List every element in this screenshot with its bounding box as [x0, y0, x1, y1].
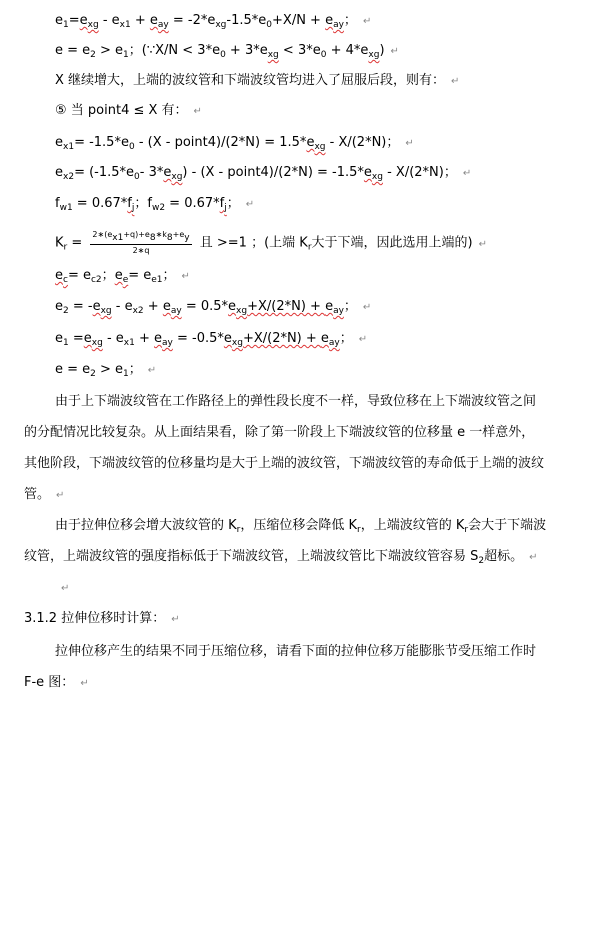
section-heading: 3.1.2 拉伸位移时计算： ↵	[24, 611, 180, 626]
formula-line-11: $e_1 =e_{xg} - e_{x1} + e_{ay} = -0.5*e_{xg}+X/(2*N) + e_{ay}$； ↵	[55, 331, 368, 348]
fraction: $\frac{2∗(e_{x1}+q)+e_8∗k_8+e_y}{2∗q}$	[92, 230, 190, 255]
paragraph-mark: ↵	[362, 16, 372, 27]
para3-line-1: 拉伸位移产生的结果不同于压缩位移，请看下面的拉伸位移万能膨胀节受压缩工作时	[55, 644, 537, 659]
para2-line-1: 由于拉伸位移会增大波纹管的 $K_r$，压缩位移会降低 $K_r$，上端波纹管的 $K_r$会大于下端波	[55, 518, 547, 535]
formula-line-8: $K_r$ = $\frac{2∗(e_{x1}+q)+e_8∗k_8+e_y}{2∗q}$ 且 >=1 ；(上端 $K_r$大于下端，因此选用上端的) ↵	[55, 230, 487, 255]
empty-line: ↵	[61, 583, 70, 594]
formula-line-12: $e = e_2 > e_1$； ↵	[55, 362, 157, 379]
para1-line-4: 管。 ↵	[24, 487, 65, 502]
text-line-3: X 继续增大，上端的波纹管和下端波纹管均进入了屈服后段，则有： ↵	[55, 73, 460, 88]
formula-line-6: $e_{x2}= (-1.5*e_0-$ $3*e_{xg}) - (X$ - point4)/(2*N) = $-1.5*e_{xg} - X/(2*N)$； ↵	[55, 165, 472, 182]
para3-line-2: F-e 图： ↵	[24, 675, 89, 690]
formula-line-5: $e_{x1}= -1.5*e_0 - (X$ - point4)/(2*N) = $1.5*e_{xg} - X/(2*N)$； ↵	[55, 135, 414, 152]
formula-line-2: $e = e_2 > e_1$；(∵X/N < $3*e_0 + 3*e_{xg} < 3*e_0 + 4*e_{xg}$) ↵	[55, 43, 399, 60]
para1-line-1: 由于上下端波纹管在工作路径上的弹性段长度不一样，导致位移在上下端波纹管之间	[55, 394, 537, 409]
formula-line-9: $e_c= e_{c2}$；$e_e= e_{e1}$； ↵	[55, 268, 190, 285]
formula-line-7: $f_{w1} = 0.67*f_j$；$f_{w2} = 0.67*f_j$； ↵	[55, 196, 255, 213]
para2-line-2: 纹管，上端波纹管的强度指标低于下端波纹管，上端波纹管比下端波纹管容易 $S_2$超标。 ↵	[24, 549, 538, 566]
formula-line-1: $e_1=e_{xg} - e_{x1} + e_{ay} = -2*e_{xg}-1.5*e_0+X/N + e_{ay}$； ↵	[55, 13, 372, 30]
case-heading-5: ⑤ 当 point4 ≤ X 有： ↵	[55, 103, 202, 118]
para1-line-3: 其他阶段，下端波纹管的位移量均是大于上端的波纹管，下端波纹管的寿命低于上端的波纹	[24, 456, 545, 471]
formula-line-10: $e_2 = -e_{xg} - e_{x2} + e_{ay} = 0.5*e_{xg}+X/(2*N) + e_{ay}$； ↵	[55, 299, 372, 316]
para1-line-2: 的分配情况比较复杂。从上面结果看，除了第一阶段上下端波纹管的位移量 e 一样意外，	[24, 425, 535, 440]
